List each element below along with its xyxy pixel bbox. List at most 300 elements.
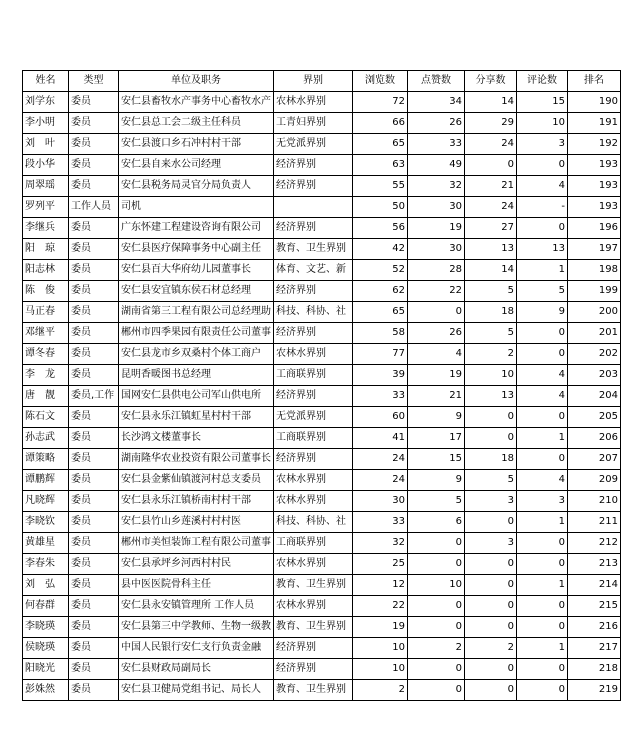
likes-cell: 17: [408, 428, 465, 449]
unit-cell: 安仁县税务局灵官分局负责人: [119, 176, 274, 197]
table-row: [23, 491, 621, 512]
type-cell: 委员: [69, 617, 119, 638]
unit-cell: 中国人民银行安仁支行负责金融: [119, 638, 274, 659]
shares-cell: 2: [465, 638, 517, 659]
sector-cell: 科技、科协、社: [274, 512, 353, 533]
type-cell: 委员: [69, 470, 119, 491]
table-row: [23, 659, 621, 680]
likes-cell: 0: [408, 680, 465, 701]
views-cell: 65: [353, 134, 408, 155]
table-row: [23, 218, 621, 239]
likes-cell: 30: [408, 197, 465, 218]
type-cell: 委员: [69, 512, 119, 533]
type-cell: 委员: [69, 176, 119, 197]
type-cell: 工作人员: [69, 197, 119, 218]
shares-cell: 14: [465, 92, 517, 113]
views-cell: 42: [353, 239, 408, 260]
name-cell: 马正春: [23, 302, 69, 323]
table-row: [23, 638, 621, 659]
rank-cell: 214: [568, 575, 621, 596]
table-row: [23, 386, 621, 407]
rank-cell: 190: [568, 92, 621, 113]
comments-cell: 0: [517, 617, 568, 638]
sector-cell: 经济界别: [274, 638, 353, 659]
type-cell: 委员: [69, 302, 119, 323]
rank-cell: 196: [568, 218, 621, 239]
rank-cell: 215: [568, 596, 621, 617]
type-cell: 委员: [69, 575, 119, 596]
comments-cell: 15: [517, 92, 568, 113]
likes-cell: 9: [408, 470, 465, 491]
comments-cell: 9: [517, 302, 568, 323]
name-cell: 周翠瑶: [23, 176, 69, 197]
unit-cell: 长沙鸿文楼董事长: [119, 428, 274, 449]
likes-cell: 0: [408, 554, 465, 575]
sector-cell: 经济界别: [274, 659, 353, 680]
rank-cell: 211: [568, 512, 621, 533]
unit-cell: 安仁县百大华府幼儿园董事长: [119, 260, 274, 281]
name-cell: 刘 叶: [23, 134, 69, 155]
type-cell: 委员: [69, 281, 119, 302]
shares-cell: 0: [465, 407, 517, 428]
likes-cell: 19: [408, 218, 465, 239]
shares-cell: 0: [465, 596, 517, 617]
likes-cell: 0: [408, 617, 465, 638]
col-header-unit: 单位及职务: [119, 71, 274, 92]
views-cell: 33: [353, 386, 408, 407]
views-cell: 24: [353, 449, 408, 470]
comments-cell: 4: [517, 176, 568, 197]
col-header-sector: 界别: [274, 71, 353, 92]
sector-cell: 经济界别: [274, 176, 353, 197]
rank-cell: 218: [568, 659, 621, 680]
shares-cell: 29: [465, 113, 517, 134]
likes-cell: 5: [408, 491, 465, 512]
views-cell: 33: [353, 512, 408, 533]
likes-cell: 21: [408, 386, 465, 407]
table-row: [23, 512, 621, 533]
table-row: [23, 134, 621, 155]
comments-cell: 1: [517, 260, 568, 281]
name-cell: 侯晓瑛: [23, 638, 69, 659]
table-row: [23, 92, 621, 113]
table-row: [23, 554, 621, 575]
name-cell: 刘 弘: [23, 575, 69, 596]
comments-cell: 13: [517, 239, 568, 260]
sector-cell: 工青妇界别: [274, 113, 353, 134]
comments-cell: 1: [517, 575, 568, 596]
type-cell: 委员: [69, 428, 119, 449]
views-cell: 56: [353, 218, 408, 239]
comments-cell: 0: [517, 680, 568, 701]
rank-cell: 207: [568, 449, 621, 470]
views-cell: 55: [353, 176, 408, 197]
type-cell: 委员: [69, 155, 119, 176]
sector-cell: 经济界别: [274, 323, 353, 344]
table-row: [23, 260, 621, 281]
likes-cell: 26: [408, 323, 465, 344]
shares-cell: 0: [465, 575, 517, 596]
name-cell: 凡晓辉: [23, 491, 69, 512]
rank-cell: 193: [568, 197, 621, 218]
sector-cell: 教育、卫生界别: [274, 680, 353, 701]
unit-cell: 国网安仁县供电公司军山供电所: [119, 386, 274, 407]
unit-cell: 安仁县金紫仙镇渡河村总支委员: [119, 470, 274, 491]
comments-cell: 0: [517, 323, 568, 344]
likes-cell: 0: [408, 302, 465, 323]
likes-cell: 28: [408, 260, 465, 281]
likes-cell: 4: [408, 344, 465, 365]
unit-cell: 安仁县财政局副局长: [119, 659, 274, 680]
sector-cell: 农林水界别: [274, 491, 353, 512]
type-cell: 委员: [69, 134, 119, 155]
views-cell: 65: [353, 302, 408, 323]
shares-cell: 18: [465, 302, 517, 323]
table-row: [23, 155, 621, 176]
sector-cell: 农林水界别: [274, 470, 353, 491]
name-cell: 段小华: [23, 155, 69, 176]
sector-cell: 经济界别: [274, 155, 353, 176]
unit-cell: 安仁县第三中学教师、生物一级教: [119, 617, 274, 638]
unit-cell: 安仁县安宜镇东侯石材总经理: [119, 281, 274, 302]
views-cell: 30: [353, 491, 408, 512]
shares-cell: 0: [465, 617, 517, 638]
table-row: [23, 197, 621, 218]
views-cell: 52: [353, 260, 408, 281]
comments-cell: 1: [517, 428, 568, 449]
shares-cell: 3: [465, 491, 517, 512]
likes-cell: 15: [408, 449, 465, 470]
type-cell: 委员: [69, 344, 119, 365]
name-cell: 李继兵: [23, 218, 69, 239]
shares-cell: 5: [465, 323, 517, 344]
table-row: [23, 176, 621, 197]
sector-cell: 农林水界别: [274, 596, 353, 617]
name-cell: 陈 俊: [23, 281, 69, 302]
sector-cell: 工商联界别: [274, 428, 353, 449]
table-row: [23, 302, 621, 323]
sector-cell: 经济界别: [274, 281, 353, 302]
name-cell: 邓继平: [23, 323, 69, 344]
shares-cell: 10: [465, 365, 517, 386]
table-row: [23, 449, 621, 470]
comments-cell: 0: [517, 344, 568, 365]
name-cell: 李晓钦: [23, 512, 69, 533]
shares-cell: 13: [465, 386, 517, 407]
comments-cell: 0: [517, 533, 568, 554]
comments-cell: 4: [517, 386, 568, 407]
data-table: [22, 70, 621, 701]
unit-cell: 安仁县总工会二级主任科员: [119, 113, 274, 134]
col-header-rank: 排名: [568, 71, 621, 92]
shares-cell: 13: [465, 239, 517, 260]
unit-cell: 安仁县医疗保障事务中心副主任: [119, 239, 274, 260]
comments-cell: -: [517, 197, 568, 218]
rank-cell: 197: [568, 239, 621, 260]
unit-cell: 昆明香暖图书总经理: [119, 365, 274, 386]
type-cell: 委员: [69, 659, 119, 680]
name-cell: 谭鹏辉: [23, 470, 69, 491]
table-row: [23, 365, 621, 386]
shares-cell: 0: [465, 512, 517, 533]
rank-cell: 192: [568, 134, 621, 155]
rank-cell: 200: [568, 302, 621, 323]
comments-cell: 3: [517, 134, 568, 155]
unit-cell: 安仁县畜牧水产事务中心畜牧水产: [119, 92, 274, 113]
header-row: [23, 71, 621, 92]
likes-cell: 0: [408, 659, 465, 680]
rank-cell: 204: [568, 386, 621, 407]
type-cell: 委员: [69, 491, 119, 512]
comments-cell: 3: [517, 491, 568, 512]
table-row: [23, 407, 621, 428]
shares-cell: 3: [465, 533, 517, 554]
name-cell: 唐 靓: [23, 386, 69, 407]
name-cell: 谭冬春: [23, 344, 69, 365]
rank-cell: 217: [568, 638, 621, 659]
unit-cell: 安仁县永乐江镇虹星村村干部: [119, 407, 274, 428]
rank-cell: 199: [568, 281, 621, 302]
sector-cell: 体育、文艺、新: [274, 260, 353, 281]
sector-cell: 经济界别: [274, 449, 353, 470]
sector-cell: 农林水界别: [274, 554, 353, 575]
shares-cell: 18: [465, 449, 517, 470]
sector-cell: 农林水界别: [274, 344, 353, 365]
name-cell: 刘学东: [23, 92, 69, 113]
comments-cell: 1: [517, 638, 568, 659]
likes-cell: 9: [408, 407, 465, 428]
likes-cell: 0: [408, 596, 465, 617]
table-row: [23, 113, 621, 134]
comments-cell: 4: [517, 470, 568, 491]
shares-cell: 24: [465, 134, 517, 155]
shares-cell: 0: [465, 659, 517, 680]
views-cell: 62: [353, 281, 408, 302]
comments-cell: 4: [517, 365, 568, 386]
name-cell: 彭姝然: [23, 680, 69, 701]
views-cell: 25: [353, 554, 408, 575]
sector-cell: 工商联界别: [274, 365, 353, 386]
views-cell: 72: [353, 92, 408, 113]
comments-cell: 0: [517, 218, 568, 239]
comments-cell: 1: [517, 512, 568, 533]
rank-cell: 203: [568, 365, 621, 386]
rank-cell: 209: [568, 470, 621, 491]
table-row: [23, 428, 621, 449]
col-header-type: 类型: [69, 71, 119, 92]
type-cell: 委员: [69, 260, 119, 281]
table-row: [23, 281, 621, 302]
type-cell: 委员: [69, 323, 119, 344]
comments-cell: 0: [517, 407, 568, 428]
name-cell: 阳志林: [23, 260, 69, 281]
views-cell: 60: [353, 407, 408, 428]
likes-cell: 32: [408, 176, 465, 197]
rank-cell: 205: [568, 407, 621, 428]
shares-cell: 27: [465, 218, 517, 239]
shares-cell: 0: [465, 680, 517, 701]
comments-cell: 10: [517, 113, 568, 134]
views-cell: 41: [353, 428, 408, 449]
type-cell: 委员: [69, 239, 119, 260]
shares-cell: 5: [465, 281, 517, 302]
table-row: [23, 533, 621, 554]
rank-cell: 206: [568, 428, 621, 449]
type-cell: 委员: [69, 365, 119, 386]
comments-cell: 0: [517, 596, 568, 617]
views-cell: 10: [353, 659, 408, 680]
sector-cell: 无党派界别: [274, 134, 353, 155]
views-cell: 66: [353, 113, 408, 134]
rank-cell: 213: [568, 554, 621, 575]
likes-cell: 6: [408, 512, 465, 533]
name-cell: 李小明: [23, 113, 69, 134]
type-cell: 委员: [69, 92, 119, 113]
unit-cell: 郴州市四季果园有限责任公司董事: [119, 323, 274, 344]
unit-cell: 安仁县竹山乡莲溪村村村医: [119, 512, 274, 533]
type-cell: 委员: [69, 554, 119, 575]
shares-cell: 0: [465, 554, 517, 575]
table-row: [23, 680, 621, 701]
col-header-views: 浏览数: [353, 71, 408, 92]
unit-cell: 安仁县永乐江镇桥南村村干部: [119, 491, 274, 512]
unit-cell: 湖南省第三工程有限公司总经理助: [119, 302, 274, 323]
views-cell: 10: [353, 638, 408, 659]
shares-cell: 2: [465, 344, 517, 365]
rank-cell: 201: [568, 323, 621, 344]
col-header-shares: 分享数: [465, 71, 517, 92]
unit-cell: 安仁县永安镇管理所 工作人员: [119, 596, 274, 617]
unit-cell: 广东怀建工程建设咨询有限公司: [119, 218, 274, 239]
name-cell: 李春朱: [23, 554, 69, 575]
shares-cell: 21: [465, 176, 517, 197]
type-cell: 委员: [69, 680, 119, 701]
type-cell: 委员: [69, 638, 119, 659]
rank-cell: 198: [568, 260, 621, 281]
views-cell: 32: [353, 533, 408, 554]
unit-cell: 安仁县渡口乡石冲村村干部: [119, 134, 274, 155]
col-header-comments: 评论数: [517, 71, 568, 92]
views-cell: 2: [353, 680, 408, 701]
comments-cell: 0: [517, 659, 568, 680]
likes-cell: 49: [408, 155, 465, 176]
type-cell: 委员: [69, 596, 119, 617]
shares-cell: 0: [465, 155, 517, 176]
name-cell: 阳 琼: [23, 239, 69, 260]
likes-cell: 10: [408, 575, 465, 596]
views-cell: 22: [353, 596, 408, 617]
comments-cell: 5: [517, 281, 568, 302]
views-cell: 19: [353, 617, 408, 638]
likes-cell: 34: [408, 92, 465, 113]
likes-cell: 22: [408, 281, 465, 302]
likes-cell: 2: [408, 638, 465, 659]
shares-cell: 0: [465, 428, 517, 449]
table-row: [23, 575, 621, 596]
sector-cell: 无党派界别: [274, 407, 353, 428]
sector-cell: 教育、卫生界别: [274, 617, 353, 638]
unit-cell: 司机: [119, 197, 274, 218]
sector-cell: 经济界别: [274, 386, 353, 407]
type-cell: 委员: [69, 407, 119, 428]
type-cell: 委员: [69, 218, 119, 239]
views-cell: 12: [353, 575, 408, 596]
name-cell: 何春群: [23, 596, 69, 617]
sector-cell: 农林水界别: [274, 92, 353, 113]
type-cell: 委员: [69, 533, 119, 554]
unit-cell: 安仁县龙市乡双桑村个体工商户: [119, 344, 274, 365]
name-cell: 孙志武: [23, 428, 69, 449]
rank-cell: 212: [568, 533, 621, 554]
sector-cell: 教育、卫生界别: [274, 239, 353, 260]
col-header-name: 姓名: [23, 71, 69, 92]
type-cell: 委员: [69, 113, 119, 134]
likes-cell: 30: [408, 239, 465, 260]
likes-cell: 19: [408, 365, 465, 386]
name-cell: 黄雄星: [23, 533, 69, 554]
sector-cell: 教育、卫生界别: [274, 575, 353, 596]
views-cell: 63: [353, 155, 408, 176]
shares-cell: 24: [465, 197, 517, 218]
table-row: [23, 596, 621, 617]
likes-cell: 33: [408, 134, 465, 155]
name-cell: 李 龙: [23, 365, 69, 386]
comments-cell: 0: [517, 554, 568, 575]
views-cell: 77: [353, 344, 408, 365]
name-cell: 罗列平: [23, 197, 69, 218]
sector-cell: [274, 197, 353, 218]
sector-cell: 经济界别: [274, 218, 353, 239]
unit-cell: 安仁县自来水公司经理: [119, 155, 274, 176]
unit-cell: 安仁县承坪乡河西村村民: [119, 554, 274, 575]
views-cell: 50: [353, 197, 408, 218]
rank-cell: 219: [568, 680, 621, 701]
table-row: [23, 470, 621, 491]
col-header-likes: 点赞数: [408, 71, 465, 92]
name-cell: 陈石文: [23, 407, 69, 428]
sector-cell: 工商联界别: [274, 533, 353, 554]
likes-cell: 26: [408, 113, 465, 134]
table-row: [23, 323, 621, 344]
comments-cell: 0: [517, 449, 568, 470]
type-cell: 委员: [69, 449, 119, 470]
rank-cell: 210: [568, 491, 621, 512]
views-cell: 24: [353, 470, 408, 491]
type-cell: 委员,工作: [69, 386, 119, 407]
table-row: [23, 239, 621, 260]
table-row: [23, 344, 621, 365]
views-cell: 58: [353, 323, 408, 344]
rank-cell: 202: [568, 344, 621, 365]
likes-cell: 0: [408, 533, 465, 554]
shares-cell: 14: [465, 260, 517, 281]
name-cell: 谭策略: [23, 449, 69, 470]
rank-cell: 191: [568, 113, 621, 134]
shares-cell: 5: [465, 470, 517, 491]
rank-cell: 193: [568, 176, 621, 197]
name-cell: 阳晓光: [23, 659, 69, 680]
unit-cell: 安仁县卫健局党组书记、局长人: [119, 680, 274, 701]
name-cell: 李晓瑛: [23, 617, 69, 638]
comments-cell: 0: [517, 155, 568, 176]
unit-cell: 郴州市美恒装饰工程有限公司董事: [119, 533, 274, 554]
views-cell: 39: [353, 365, 408, 386]
rank-cell: 216: [568, 617, 621, 638]
sector-cell: 科技、科协、社: [274, 302, 353, 323]
table-row: [23, 617, 621, 638]
unit-cell: 县中医医院骨科主任: [119, 575, 274, 596]
unit-cell: 湖南隆华农业投资有限公司董事长: [119, 449, 274, 470]
